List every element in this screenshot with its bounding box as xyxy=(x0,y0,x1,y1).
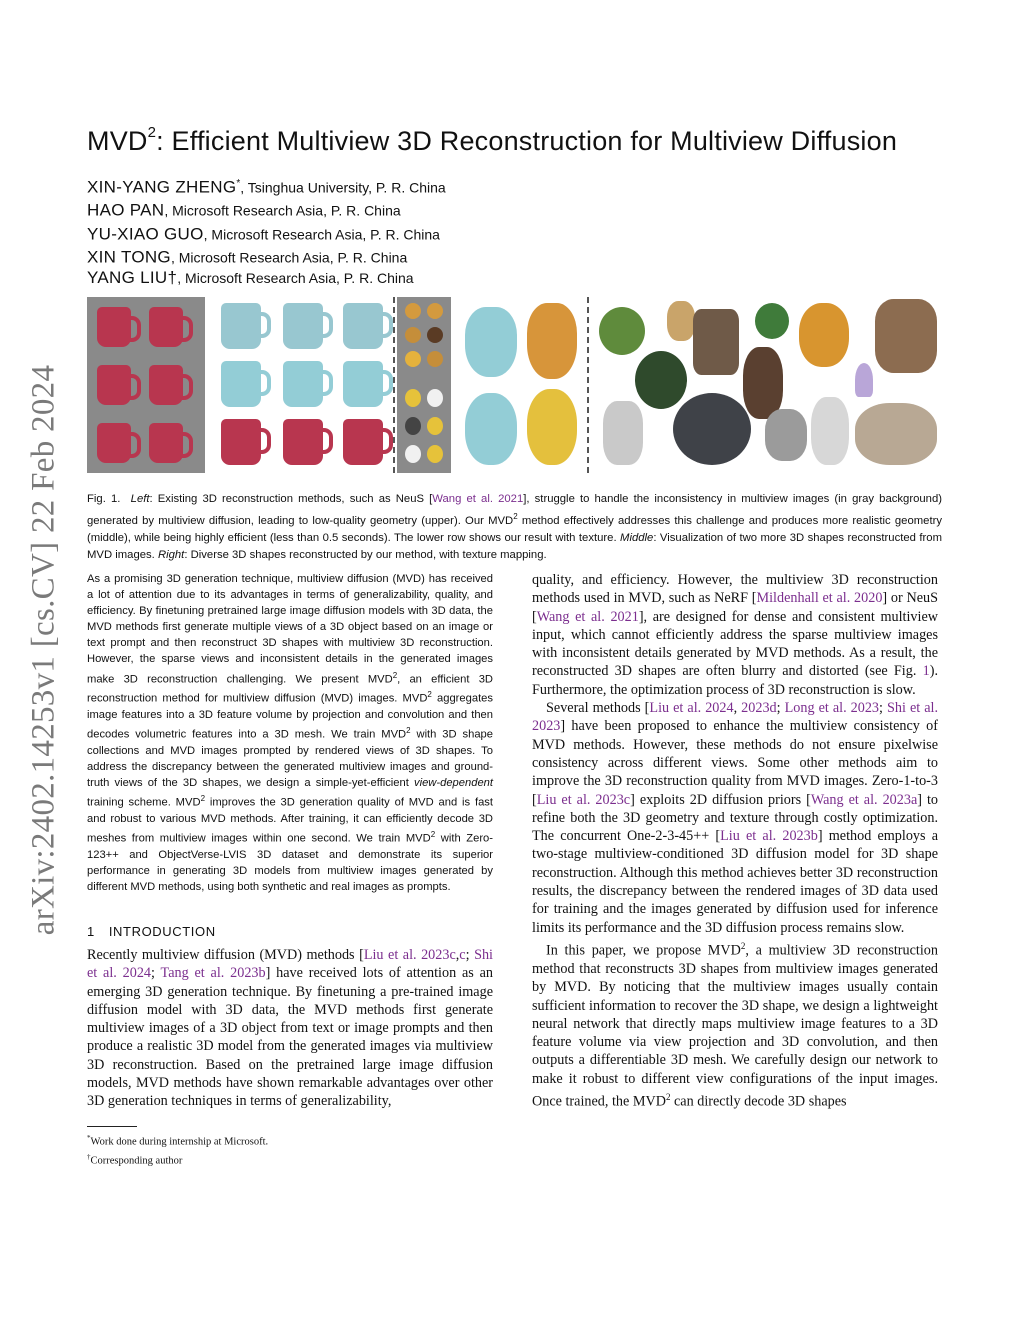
citation-link[interactable]: Tang et al. 2023b xyxy=(160,965,266,982)
corgi-view xyxy=(427,327,443,343)
statue-shape xyxy=(811,397,849,465)
figure-1 xyxy=(87,297,942,473)
footnote: *Work done during internship at Microsoft. xyxy=(87,1134,269,1148)
figurine-shape xyxy=(667,301,695,341)
citation-link[interactable]: Shi et al. 2024 xyxy=(87,947,493,982)
citation-link[interactable]: Shi et al. 2023 xyxy=(532,700,938,735)
figure-divider xyxy=(587,297,589,473)
corgi-view xyxy=(405,351,421,367)
corgi-view xyxy=(427,303,443,319)
owl-shape xyxy=(799,303,849,367)
abstract: As a promising 3D generation technique, multiview diffusion (MVD) has received a lot of attention due to its advantages in terms of generalizability, quality, and efficiency. By finetuning pretrained large image diffusion models with 3D data, the MVD methods first generate multiple views of a 3D object based on an image or text prompt and then reconstruct 3D shapes with multiview 3D reconstruction. However, the sparse views and inconsistent details in the generated images make 3D reconstruction challenging. We present MVD$^2$, an efficient 3D reconstruction method for multiview diffusion (MVD) images. MVD$^2$ aggregates image features into a 3D feature volume by projection and convolution and then decodes volumetric features into a 3D mesh. We train MVD$^2$ with 3D shape collections and MVD images prompted by rendered views of 3D shapes. To address the discrepancy between the generated multiview images and ground-truth views of the 3D shapes, we design a simple-yet-efficient view-dependent training scheme. MVD$^2$ improves the 3D generation quality of MVD and is fast and robust to various MVD methods. After training, it can efficiently decode 3D meshes from multiview images within one second. We train MVD$^2$ with Zero-123++ and ObjectVerse-LVIS 3D dataset and demonstrate its superior performance in generating 3D models from multiview images generated by different MVD methods, using both synthetic and real images as prompts. xyxy=(87,573,494,894)
duck-view xyxy=(405,417,421,435)
citation-link[interactable]: Liu et al. 2023c xyxy=(363,947,456,963)
rock-shape xyxy=(875,299,937,373)
citation-link[interactable]: Liu et al. 2023b xyxy=(720,828,818,845)
author-line: YU-XIAO GUO, Microsoft Research Asia, P. R. China xyxy=(87,224,440,244)
author-line: HAO PAN, Microsoft Research Asia, P. R. China xyxy=(87,200,401,220)
mug-image xyxy=(97,307,131,347)
figure-divider xyxy=(393,297,395,473)
citation-link[interactable]: Long et al. 2023 xyxy=(784,700,880,717)
paragraph: Recently multiview diffusion (MVD) methods [Liu et al. 2023c,c; Shi et al. 2024; Tang et al. 2023b] have received lots of attention as an emerging 3D generation technique. By finetuning a pre-trained image diffusion model with 3D data, the MVD methods first generate multiview images of a 3D object from text or image prompts and then produce a realistic 3D model from the generated images via multiview 3D reconstruction. Based on the pretrained large image diffusion models, MVD methods have shown remarkable advantages over other 3D generation techniques in terms of generalizability, xyxy=(87,947,494,1110)
paper-title: MVD$^2$: Efficient Multiview 3D Reconstruction for Multiview Diffusion xyxy=(87,124,898,156)
mvd-input-images-panel xyxy=(87,297,205,473)
bear-shape xyxy=(743,347,783,419)
figure-ref-link[interactable]: 1 xyxy=(922,663,930,680)
textured-mug xyxy=(221,419,261,465)
footnote: †Corresponding author xyxy=(87,1152,183,1166)
citation-link[interactable]: c xyxy=(459,947,466,963)
author-line: YANG LIU†, Microsoft Research Asia, P. R. China xyxy=(87,267,414,287)
footnote-rule xyxy=(87,1126,137,1127)
mug-image xyxy=(149,307,183,347)
duck-view xyxy=(405,389,421,407)
mug-image xyxy=(97,423,131,463)
author-line: XIN TONG, Microsoft Research Asia, P. R. China xyxy=(87,247,408,267)
author-list xyxy=(87,172,446,289)
backpack-shape xyxy=(693,309,739,375)
frog-shape xyxy=(755,303,789,339)
citation-link[interactable]: Mildenhall et al. 2020 xyxy=(756,590,883,607)
arxiv-identifier xyxy=(18,355,70,945)
neus-mug xyxy=(343,303,383,349)
duck-view xyxy=(427,417,443,435)
figure-1-caption: Fig. 1. Left: Existing 3D reconstruction methods, such as NeuS [Wang et al. 2021], struggle to handle the inconsistency in multiview images (in gray background) generated by multiview diffusion, leading to low-quality geometry (upper). Our MVD$^2$ method effectively addresses this challenge and produces more realistic geometry (middle), while being highly efficient (less than 0.5 seconds). The lower row shows our result with texture. Middle: Visualization of two more 3D shapes reconstructed from MVD images. Right: Diverse 3D shapes reconstructed by our method, with texture mapping. xyxy=(87,493,942,561)
corgi-view xyxy=(405,303,421,319)
mvd2-mug xyxy=(283,361,323,407)
duck-view xyxy=(427,445,443,463)
corgi-geometry xyxy=(465,307,517,377)
citation-link[interactable]: Liu et al. 2023c xyxy=(536,791,631,808)
duck-view xyxy=(405,445,421,463)
mvd2-mug xyxy=(343,361,383,407)
broccoli-shape xyxy=(635,351,687,409)
mvd2-mug xyxy=(221,361,261,407)
textured-mug xyxy=(343,419,383,465)
ball-shape xyxy=(673,393,751,465)
neus-mug xyxy=(283,303,323,349)
citation-link[interactable]: Liu et al. 2024 xyxy=(649,700,734,717)
textured-mug xyxy=(283,419,323,465)
arxiv-identifier-text: arXiv:2402.14253v1 [cs.CV] 22 Feb 2024 xyxy=(25,364,62,936)
teddy-shape xyxy=(765,409,807,461)
author-line: XIN-YANG ZHENG*, Tsinghua University, P. R. China xyxy=(87,177,446,197)
intro-left-column xyxy=(87,946,493,1111)
reconstruction-comparison-panel xyxy=(211,297,391,473)
mug-image xyxy=(97,365,131,405)
citation-link[interactable]: Wang et al. 2021 xyxy=(536,608,639,625)
middle-reconstructions xyxy=(455,297,585,473)
citation-link[interactable]: 2023d xyxy=(741,700,777,717)
duck-geometry xyxy=(465,393,517,465)
duck-textured xyxy=(527,389,577,465)
citation-link[interactable]: Wang et al. 2023a xyxy=(810,791,918,808)
wolf-shape xyxy=(603,401,643,465)
mug-image xyxy=(149,365,183,405)
mammoth-shape xyxy=(855,403,937,465)
section-heading: 1 INTRODUCTION xyxy=(87,924,216,939)
corgi-textured xyxy=(527,303,577,379)
paragraph: In this paper, we propose MVD$^2$, a multiview 3D reconstruction method that reconstructs 3D shapes from multiview images generated by MVD. By noticing that the multiview images usually contain sufficient information to recover the 3D shape, we design a lightweight neural network that directly maps multiview image features to a 3D feature volume via view projection and 3D convolution, and then outputs a differentiable 3D mesh. We carefully design our network to make it robust to different view configurations of the input images. Once trained, the MVD$^2$ can directly decode 3D shapes xyxy=(532,940,938,1110)
diverse-shapes-panel xyxy=(593,297,942,473)
footnotes xyxy=(87,1131,493,1168)
neus-mug xyxy=(221,303,261,349)
frog-shape xyxy=(599,307,645,355)
citation-link[interactable]: Wang et al. 2021 xyxy=(432,493,524,505)
mvd-views-strip xyxy=(397,297,451,473)
intro-right-column xyxy=(532,571,938,1111)
mug-image xyxy=(149,423,183,463)
paragraph: Several methods [Liu et al. 2024, 2023d; Long et al. 2023; Shi et al. 2023] have been proposed to enhance the multiview consistency of MVD methods. However, these methods do not ensure pixelwise consistency across different views. Some other methods aim to improve the 3D reconstruction quality from MVD images. Zero-1-to-3 [Liu et al. 2023c] exploits 2D diffusion priors [Wang et al. 2023a] to refine both the 3D geometry and texture through costly optimization. The concurrent One-2-3-45++ [Liu et al. 2023b] method employs a two-stage multiview-conditioned 3D diffusion model for 3D shape reconstruction. Although this method achieves better 3D reconstruction results, the discrepancy between the rendered images of 3D data used for training and the images generated by diffusion used for inference limits its performance and the 3D diffusion process remains slow. xyxy=(532,700,938,936)
paragraph: quality, and efficiency. However, the multiview 3D reconstruction methods used in MVD, such as NeRF [Mildenhall et al. 2020] or NeuS [Wang et al. 2021], are designed for dense and consistent multiview input, which cannot efficiently address the sparse multiview images with inconsistent details generated by MVD methods. As a result, the reconstructed 3D shapes are often blurry and distorted (see Fig. 1). Furthermore, the optimization process of 3D reconstruction is slow. xyxy=(532,572,938,698)
icecream-shape xyxy=(855,363,873,397)
corgi-view xyxy=(405,327,421,343)
duck-view xyxy=(427,389,443,407)
corgi-view xyxy=(427,351,443,367)
